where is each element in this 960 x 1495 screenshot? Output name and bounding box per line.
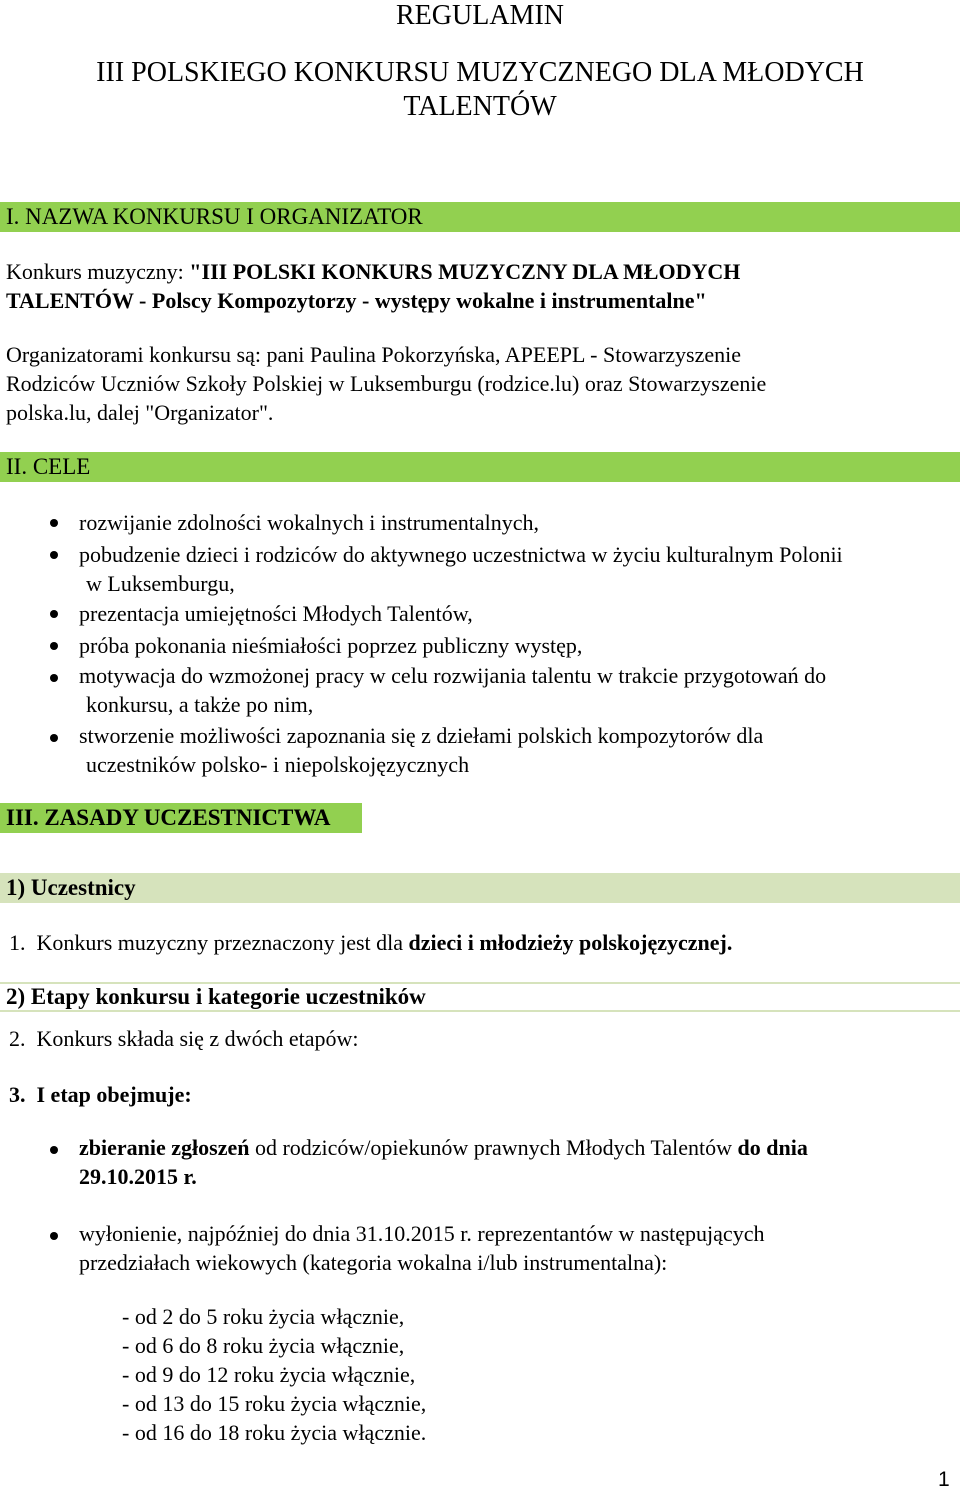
document-subtitle-line2: TALENTÓW: [403, 91, 557, 122]
goal-item-continuation: konkursu, a także po nim,: [86, 692, 314, 717]
numbered-item-3: [9, 1080, 192, 1109]
goal-item: motywacja do wzmożonej pracy w celu rozwijania talentu w trakcie przygotowań do: [79, 663, 827, 688]
bullet-icon: [50, 610, 58, 618]
stage-item-a-text: od rodziców/opiekunów prawnych Młodych Talentów: [249, 1135, 738, 1160]
bullet-icon: [50, 642, 58, 650]
bullet-icon: [50, 734, 58, 742]
organizers-line3: polska.lu, dalej "Organizator".: [6, 400, 274, 425]
bullet-icon: [50, 551, 58, 559]
section-heading-1: I. NAZWA KONKURSU I ORGANIZATOR: [0, 202, 960, 232]
goal-item-continuation: w Luksemburgu,: [86, 571, 235, 596]
item-text: Konkurs składa się z dwóch etapów:: [36, 1026, 359, 1051]
contest-name-bold1: "III POLSKI KONKURS MUZYCZNY DLA MŁODYCH: [189, 259, 741, 284]
item-text: Konkurs muzyczny przeznaczony jest dla: [36, 930, 409, 955]
item-number: 1.: [9, 930, 26, 955]
item-text: I etap obejmuje:: [36, 1082, 192, 1107]
numbered-item-2: [9, 1024, 358, 1053]
contest-name-line2: TALENTÓW - Polscy Kompozytorzy - występy wokalne i instrumentalne": [6, 288, 707, 313]
age-group-item: - od 13 do 15 roku życia włącznie,: [122, 1391, 427, 1416]
bullet-icon: [50, 1232, 58, 1240]
contest-name-line1: [6, 257, 740, 286]
page-number: 1: [938, 1468, 950, 1491]
section-heading-2: II. CELE: [0, 452, 960, 482]
subsection-heading-participants: 1) Uczestnicy: [0, 873, 960, 903]
item-number: 3.: [9, 1082, 26, 1107]
stage-item-a-bold2: do dnia: [737, 1135, 808, 1160]
subsection-heading-stages: 2) Etapy konkursu i kategorie uczestników: [0, 982, 960, 1012]
age-group-item: - od 16 do 18 roku życia włącznie.: [122, 1420, 427, 1445]
goal-item: stworzenie możliwości zapoznania się z dziełami polskich kompozytorów dla: [79, 723, 764, 748]
goal-item: pobudzenie dzieci i rodziców do aktywnego uczestnictwa w życiu kulturalnym Polonii: [79, 542, 843, 567]
item-text-bold: dzieci i młodzieży polskojęzycznej.: [408, 930, 733, 955]
age-group-item: - od 6 do 8 roku życia włącznie,: [122, 1333, 405, 1358]
stage-item-a-date: 29.10.2015 r.: [79, 1164, 197, 1189]
goal-item: rozwijanie zdolności wokalnych i instrumentalnych,: [79, 510, 540, 535]
organizers-line2: Rodziców Uczniów Szkoły Polskiej w Luksemburgu (rodzice.lu) oraz Stowarzyszenie: [6, 371, 767, 396]
goal-item: próba pokonania nieśmiałości poprzez publiczny występ,: [79, 633, 583, 658]
age-group-item: - od 2 do 5 roku życia włącznie,: [122, 1304, 405, 1329]
bullet-icon: [50, 1146, 58, 1154]
item-number: 2.: [9, 1026, 26, 1051]
stage-item-b-line2: przedziałach wiekowych (kategoria wokalna i/lub instrumentalna):: [79, 1250, 668, 1275]
section-heading-3: III. ZASADY UCZESTNICTWA: [0, 803, 362, 833]
stage-item-a-bold: zbieranie zgłoszeń: [79, 1135, 250, 1160]
organizers-line1: Organizatorami konkursu są: pani Paulina Pokorzyńska, APEEPL - Stowarzyszenie: [6, 342, 742, 367]
goal-item: prezentacja umiejętności Młodych Talentów,: [79, 601, 473, 626]
document-subtitle-line1: III POLSKIEGO KONKURSU MUZYCZNEGO DLA MŁODYCH: [96, 57, 864, 88]
goal-item-continuation: uczestników polsko- i niepolskojęzycznych: [86, 752, 470, 777]
bullet-icon: [50, 674, 58, 682]
stage-item-b-line1: wyłonienie, najpóźniej do dnia 31.10.2015 r. reprezentantów w następujących: [79, 1221, 765, 1246]
bullet-icon: [50, 519, 58, 527]
document-title: REGULAMIN: [396, 0, 564, 31]
contest-name-prefix: Konkurs muzyczny:: [6, 259, 190, 284]
age-group-item: - od 9 do 12 roku życia włącznie,: [122, 1362, 416, 1387]
stage-item-a-line1: [79, 1133, 808, 1162]
numbered-item-1: [9, 928, 732, 957]
